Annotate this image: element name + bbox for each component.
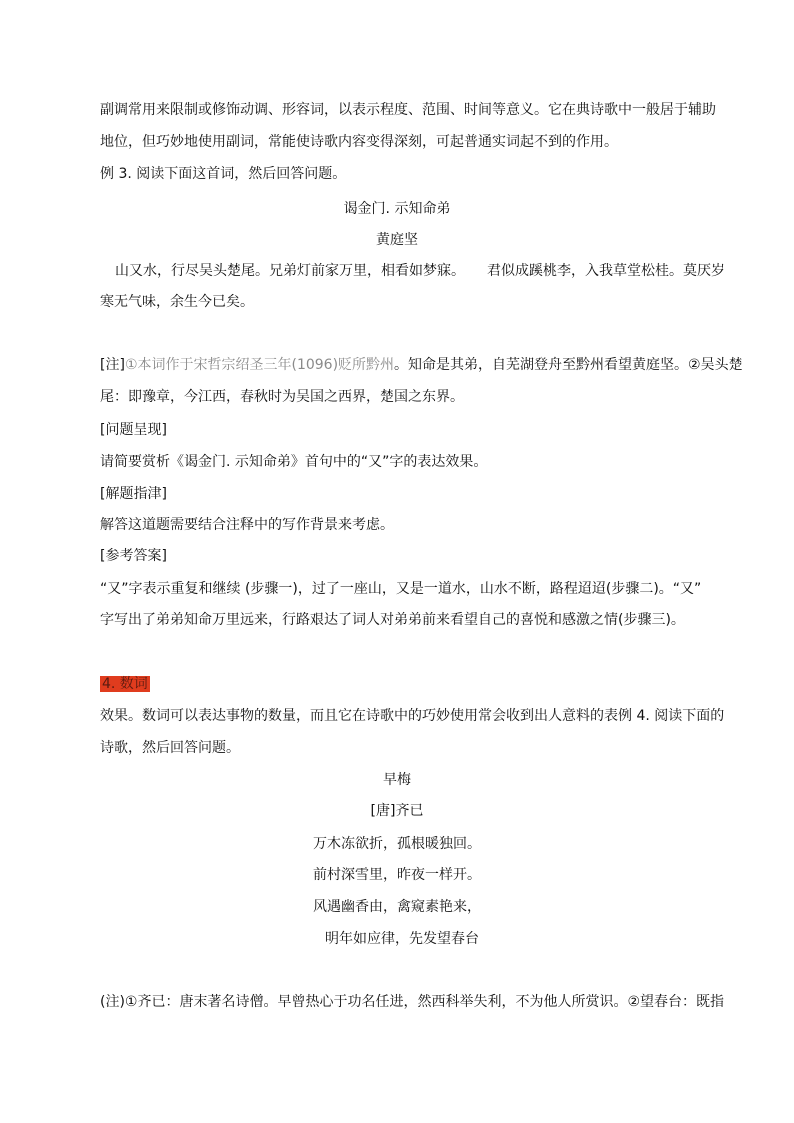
intro-line-2: 地位，但巧妙地使用副词，常能使诗歌内容变得深刻，可起普通实词起不到的作用。: [100, 134, 618, 150]
note-1-line-1: [100, 354, 743, 376]
poem-1-stanza-2-start: 君似成蹊桃李，入我草堂松桂。莫厌岁: [487, 263, 725, 279]
guide-text: 解答这道题需要结合注释中的写作背景来考虑。: [100, 517, 394, 533]
section-4-heading-highlight: 4. 数词: [102, 676, 148, 692]
poem-2-author: [唐]齐已: [370, 803, 424, 819]
poem-2-line-4: 明年如应律，先发望春台: [325, 931, 479, 947]
poem-2-line-2: 前村深雪里，昨夜一样开。: [313, 867, 481, 883]
poem-2-line-3: 风遇幽香由，禽窥素艳来，: [313, 899, 481, 915]
poem-1-text-line-2: 寒无气味，余生今已矣。: [100, 294, 254, 310]
answer-line-2: 字写出了弟弟知命万里远来，行路艰达了词人对弟弟前来看望自己的喜悦和感激之情(步骤三)。: [100, 612, 685, 628]
note-2-line-1: (注)①齐已：唐末著名诗僧。早曾热心于功名任进，然西科举失利，不为他人所赏识。②望春台：既指: [100, 994, 725, 1010]
note-1-prefix: [注]: [100, 357, 125, 373]
section-4-line-2: 诗歌，然后回答问题。: [100, 740, 240, 756]
poem-2-line-1: 万木冻欲折，孤根暖独回。: [313, 836, 481, 852]
poem-1-stanza-1: 山又水，行尽吴头楚尾。兄弟灯前家万里，相看如梦寐。: [115, 263, 465, 279]
poem-1-author: 黄庭坚: [376, 232, 418, 248]
poem-1-text-line-1: [115, 260, 725, 282]
example-3-prompt: 例 3. 阅读下面这首词，然后回答问题。: [100, 166, 347, 182]
intro-line-1: 副调常用来限制或修饰动调、形容词，以表示程度、范围、时间等意义。它在典诗歌中一般居于辅助: [100, 102, 716, 118]
section-4-heading: [100, 673, 150, 695]
answer-line-1: “又”字表示重复和继续 (步骤一)，过了一座山，又是一道水，山水不断，路程迢迢(步骤二)。“又”: [100, 581, 702, 597]
poem-2-title: 早梅: [383, 772, 411, 788]
guide-label: [解题指津]: [100, 486, 167, 502]
poem-1-title: 谒金门. 示知命弟: [343, 201, 451, 217]
note-1-line-2: 尾：即豫章，今江西，春秋时为吴国之西界，楚国之东界。: [100, 389, 464, 405]
section-4-line-1: 效果。数词可以表达事物的数量，而且它在诗歌中的巧妙使用常会收到出人意料的表例 4. 阅读下面的: [100, 708, 725, 724]
note-1-faded-text: ①本词作于宋哲宗绍圣三年(1096)贬所黔州: [124, 357, 395, 373]
problem-text: 请简要赏析《谒金门. 示知命弟》首句中的“又”字的表达效果。: [100, 454, 488, 470]
note-1-rest: 。知命是其弟，自芜湖登舟至黔州看望黄庭坚。②吴头楚: [394, 357, 743, 373]
answer-label: [参考答案]: [100, 548, 167, 564]
problem-label: [问题呈现]: [100, 422, 167, 438]
